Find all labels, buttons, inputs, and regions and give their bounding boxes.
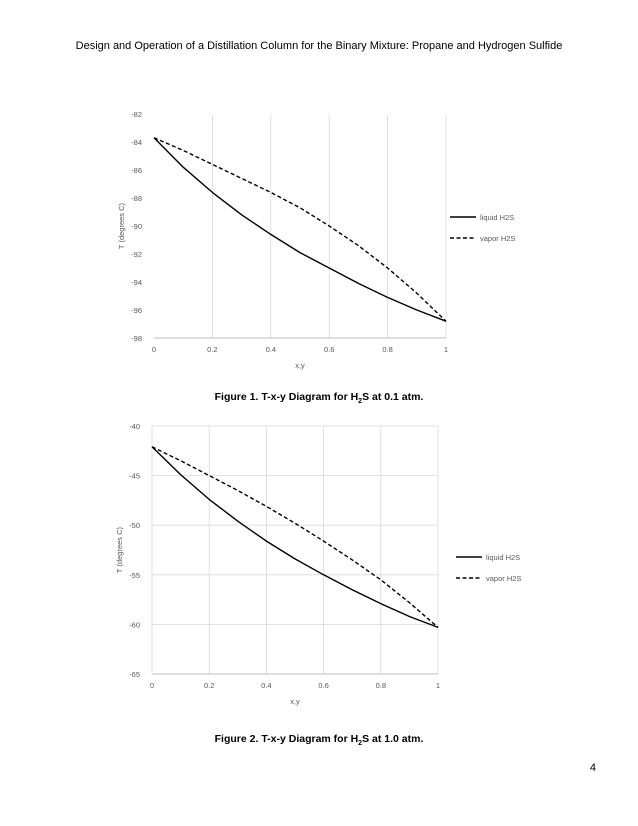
x-tick-label: 0 — [151, 345, 157, 354]
figure-2-caption-text-end: S at 1.0 atm. — [362, 733, 424, 745]
chart-1-svg — [0, 102, 638, 382]
series-line-vapor — [154, 138, 446, 321]
x-tick-label: 1 — [435, 681, 441, 690]
figure-2-caption-text: Figure 2. T-x-y Diagram for H — [214, 733, 359, 745]
x-tick-label: 0.6 — [318, 681, 329, 690]
chart-2-svg — [0, 412, 638, 717]
x-axis-label: x,y — [295, 361, 305, 370]
legend-label: vapor H2S — [486, 574, 522, 583]
y-tick-label: -96 — [131, 306, 142, 315]
y-tick-label: -65 — [129, 670, 140, 679]
figure-2-chart — [0, 412, 638, 717]
y-tick-label: -50 — [129, 521, 140, 531]
y-tick-label: -84 — [131, 138, 142, 147]
x-tick-label: 0.2 — [207, 345, 218, 354]
y-tick-label: -82 — [131, 110, 142, 119]
x-tick-label: 0.6 — [323, 345, 335, 354]
x-tick-label: 0.4 — [261, 681, 272, 690]
legend-label: liquid H2S — [486, 553, 521, 562]
figure-1-caption-text: Figure 1. T-x-y Diagram for H — [214, 391, 359, 403]
y-tick-label: -40 — [129, 422, 140, 431]
y-tick-label: -90 — [131, 222, 142, 231]
y-tick-label: -60 — [129, 620, 140, 630]
y-axis-label: T (degrees C) — [115, 526, 124, 574]
legend-label: vapor H2S — [480, 234, 516, 243]
x-tick-label: 0.8 — [382, 345, 393, 354]
x-tick-label: 0.2 — [203, 681, 215, 690]
y-tick-label: -92 — [131, 250, 142, 259]
y-tick-label: -94 — [131, 278, 142, 287]
series-line-liquid — [152, 447, 438, 628]
figure-2-caption-subscript: 2 — [358, 740, 363, 748]
legend-label: liquid H2S — [480, 213, 515, 222]
page-header: Design and Operation of a Distillation Column for the Binary Mixture: Propane and Hydrogen Sulfide — [75, 40, 563, 52]
y-tick-label: -98 — [131, 334, 142, 343]
page-number: 4 — [589, 762, 596, 774]
figure-2-caption — [0, 733, 638, 747]
y-tick-label: -45 — [129, 471, 140, 481]
figure-1-chart — [0, 102, 638, 382]
y-tick-label: -88 — [131, 194, 142, 203]
x-tick-label: 0.4 — [265, 345, 277, 354]
series-line-vapor — [152, 447, 438, 628]
x-axis-label: x,y — [290, 697, 300, 706]
series-line-liquid — [154, 138, 446, 321]
y-axis-label: T (degrees C) — [117, 202, 126, 250]
figure-1-caption — [0, 391, 638, 405]
y-tick-label: -86 — [131, 166, 142, 175]
figure-1-caption-text-end: S at 0.1 atm. — [362, 391, 424, 403]
x-tick-label: 0 — [149, 681, 155, 690]
figure-1-caption-subscript: 2 — [358, 398, 363, 406]
x-tick-label: 0.8 — [375, 681, 387, 690]
x-tick-label: 1 — [443, 345, 449, 354]
y-tick-label: -55 — [129, 570, 140, 580]
